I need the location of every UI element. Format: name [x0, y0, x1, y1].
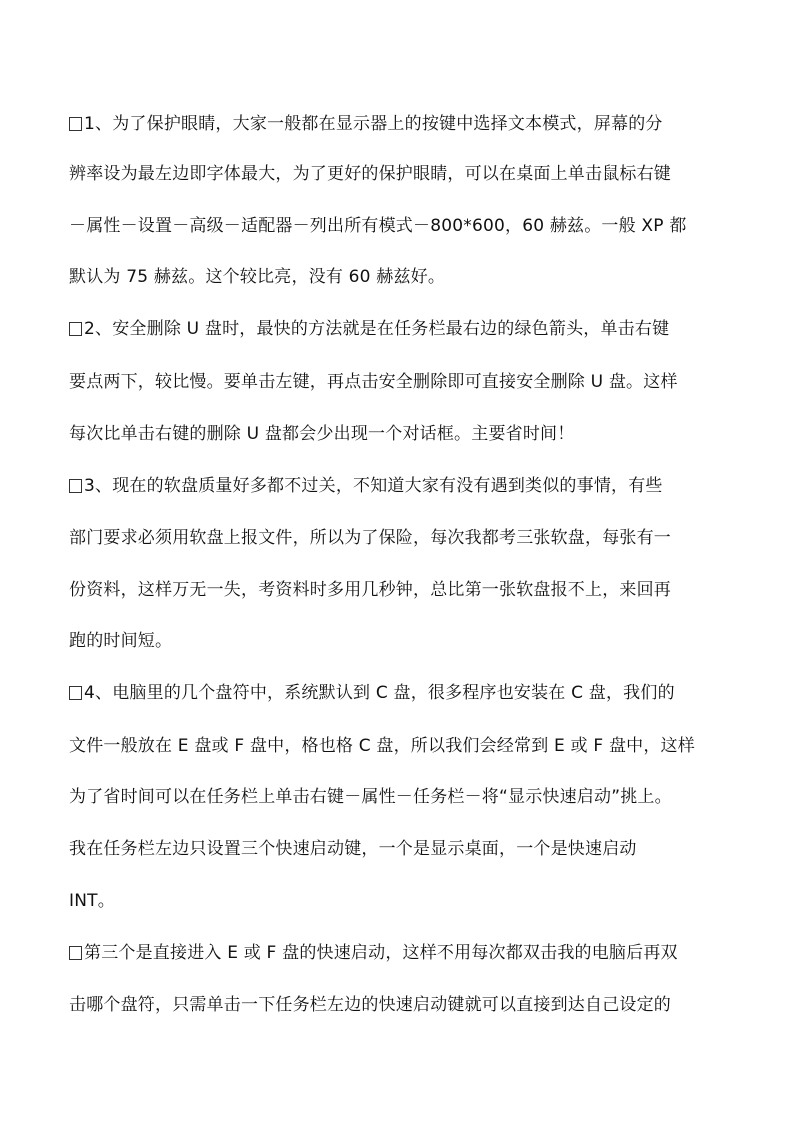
paragraph-3-line-3: 份资料，这样万无一失，考资料时多用几秒钟，总比第一张软盘报不上，来回再 — [69, 580, 671, 600]
checkbox-glyph-icon — [69, 686, 82, 700]
paragraph-1-line-1: 1、为了保护眼睛，大家一般都在显示器上的按键中选择文本模式，屏幕的分 — [69, 114, 663, 134]
paragraph-2-line-1: 2、安全删除 U 盘时，最快的方法就是在任务栏最右边的绿色箭头，单击右键 — [69, 319, 669, 339]
paragraph-1-line-4: 默认为 75 赫兹。这个较比亮，没有 60 赫兹好。 — [69, 267, 446, 287]
paragraph-4-line-4: 我在任务栏左边只设置三个快速启动键，一个是显示桌面，一个是快速启动 — [69, 839, 637, 859]
paragraph-3-line-4: 跑的时间短。 — [69, 631, 173, 651]
paragraph-2-line-3: 每次比单击右键的删除 U 盘都会少出现一个对话框。主要省时间！ — [69, 424, 575, 444]
paragraph-1-line-3: －属性－设置－高级－适配器－列出所有模式－800*600，60 赫兹。一般 XP 都 — [69, 216, 687, 236]
paragraph-4-line-5: INT。 — [69, 891, 115, 911]
checkbox-glyph-icon — [69, 322, 82, 336]
paragraph-5-line-1: 第三个是直接进入 E 或 F 盘的快速启动，这样不用每次都双击我的电脑后再双 — [69, 943, 678, 963]
paragraph-2-line-2: 要点两下，较比慢。要单击左键，再点击安全删除即可直接安全删除 U 盘。这样 — [69, 372, 678, 392]
paragraph-4-line-1: 4、电脑里的几个盘符中，系统默认到 C 盘，很多程序也安装在 C 盘，我们的 — [69, 683, 675, 703]
checkbox-glyph-icon — [69, 479, 82, 493]
paragraph-4-line-2: 文件一般放在 E 盘或 F 盘中，格也格 C 盘，所以我们会经常到 E 或 F 盘中，这样 — [69, 736, 695, 756]
checkbox-glyph-icon — [69, 117, 82, 131]
paragraph-3-line-2: 部门要求必须用软盘上报文件，所以为了保险，每次我都考三张软盘，每张有一 — [69, 528, 671, 548]
paragraph-5-line-2: 击哪个盘符，只需单击一下任务栏左边的快速启动键就可以直接到达自己设定的 — [69, 995, 671, 1015]
paragraph-1-line-2: 辨率设为最左边即字体最大，为了更好的保护眼睛，可以在桌面上单击鼠标右键 — [69, 164, 671, 184]
paragraph-3-line-1: 3、现在的软盘质量好多都不过关，不知道大家有没有遇到类似的事情，有些 — [69, 476, 663, 496]
paragraph-4-line-3: 为了省时间可以在任务栏上单击右键－属性－任务栏－将“显示快速启动”挑上。 — [69, 787, 672, 807]
checkbox-glyph-icon — [69, 946, 82, 960]
